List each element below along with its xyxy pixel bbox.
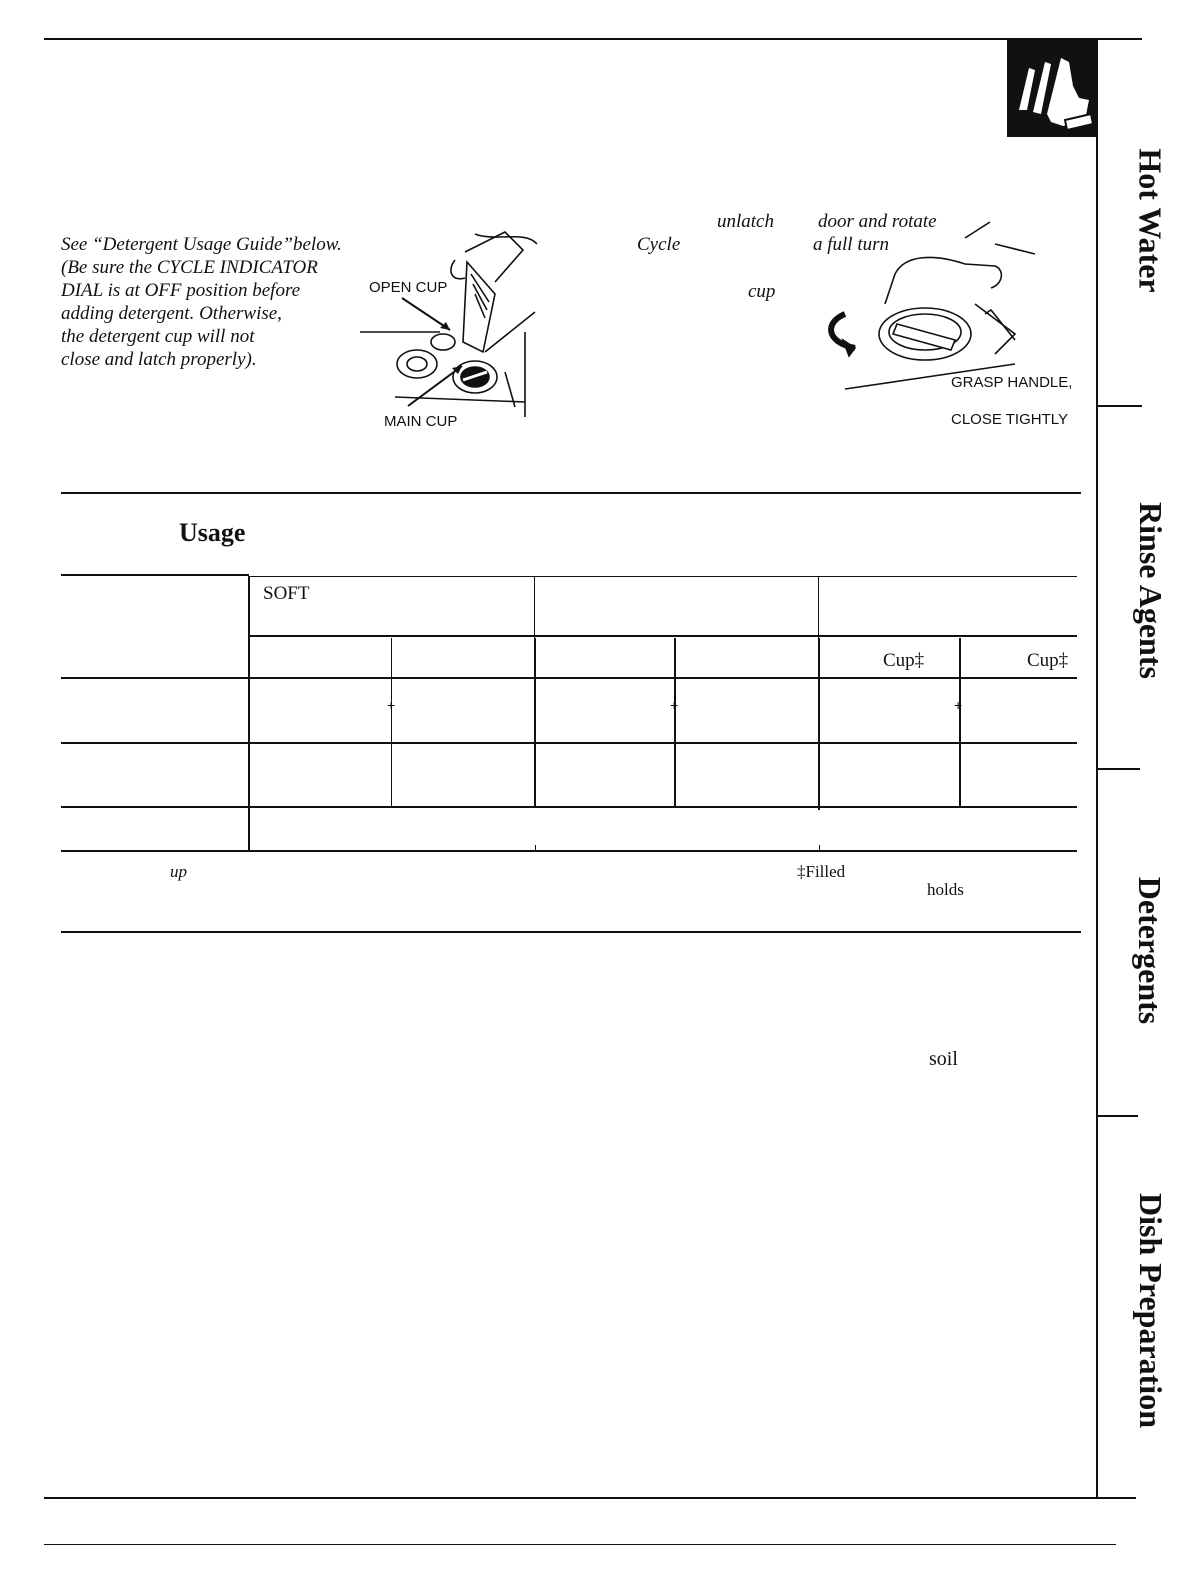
grasp-handle-label: GRASP HANDLE, [951,374,1073,391]
open-cup-label: OPEN CUP [369,279,448,296]
table-col-1 [248,576,250,851]
usage-heading: Usage [179,518,246,547]
top-rule [44,38,1142,40]
table-sub-1 [391,638,392,806]
tab-detergents-label: Detergents [1132,876,1169,1024]
table-tick-1 [535,845,536,851]
plus-sign: + [954,697,963,713]
table-sub-2 [674,638,676,806]
fill-instructions [61,233,381,371]
footnote-up: up [170,862,187,881]
close-fragment-full-turn: a full turn [813,234,890,255]
tab-hot-water-label: Hot Water [1132,147,1169,293]
table-col-2 [534,576,535,638]
fill-line: (Be sure the CYCLE INDICATOR [61,257,318,278]
tab-hot-water[interactable] [1098,120,1202,320]
footnote-holds: holds [927,880,964,899]
section-rule [61,492,1081,494]
main-cup-label: MAIN CUP [384,413,458,430]
table-col-5 [818,638,820,810]
table-tick-2 [819,845,820,851]
tab-dish-preparation[interactable] [1098,1170,1202,1450]
soil-text: soil [929,1048,958,1070]
table-row-rule-2 [61,677,1077,679]
plus-sign: + [670,697,679,713]
fill-line: adding detergent. Otherwise, [61,303,282,324]
fill-line: See “Detergent Usage Guide”below. [61,234,342,255]
table-row-rule-3 [61,742,1077,744]
pointing-hand-icon [1007,40,1096,137]
table-col-3 [534,638,536,808]
plus-sign: + [387,697,396,713]
table-row-rule-1 [249,635,1077,637]
close-tightly-label: CLOSE TIGHTLY [951,411,1068,428]
footnote-rule [61,931,1081,933]
table-sub-3 [959,638,961,806]
cup-close-illustration [815,214,1095,394]
table-row-rule-4 [61,806,1077,808]
tab-rinse-agents-label: Rinse Agents [1132,501,1169,679]
tab-sep-1 [1098,405,1142,407]
soft-header: SOFT [263,583,310,604]
bottom-rule [44,1497,1136,1499]
fill-line: DIAL is at OFF position before [61,280,301,301]
table-bottom [61,850,1077,852]
tab-sep-3 [1098,1115,1138,1117]
table-top-left [61,574,249,576]
tab-rinse-agents[interactable] [1098,480,1202,700]
tab-sep-2 [1098,768,1140,770]
footnote-filled: ‡Filled [797,862,846,881]
cup-header-1: Cup‡ [883,650,925,671]
tab-dish-preparation-label: Dish Preparation [1132,1192,1169,1428]
open-cup-arrow [400,296,460,336]
close-fragment-cycle: Cycle [637,234,681,255]
tab-detergents[interactable] [1098,860,1202,1040]
cup-header-2: Cup‡ [1027,650,1069,671]
close-fragment-door-rotate: door and rotate [818,211,937,232]
close-fragment-unlatch: unlatch [717,211,774,232]
table-col-4 [818,576,819,638]
close-fragment-cup: cup [748,281,776,302]
main-cup-arrow [400,360,470,410]
footer-rule [44,1544,1116,1545]
fill-line: the detergent cup will not [61,326,255,347]
fill-line: close and latch properly). [61,349,257,370]
table-top [249,576,1077,577]
